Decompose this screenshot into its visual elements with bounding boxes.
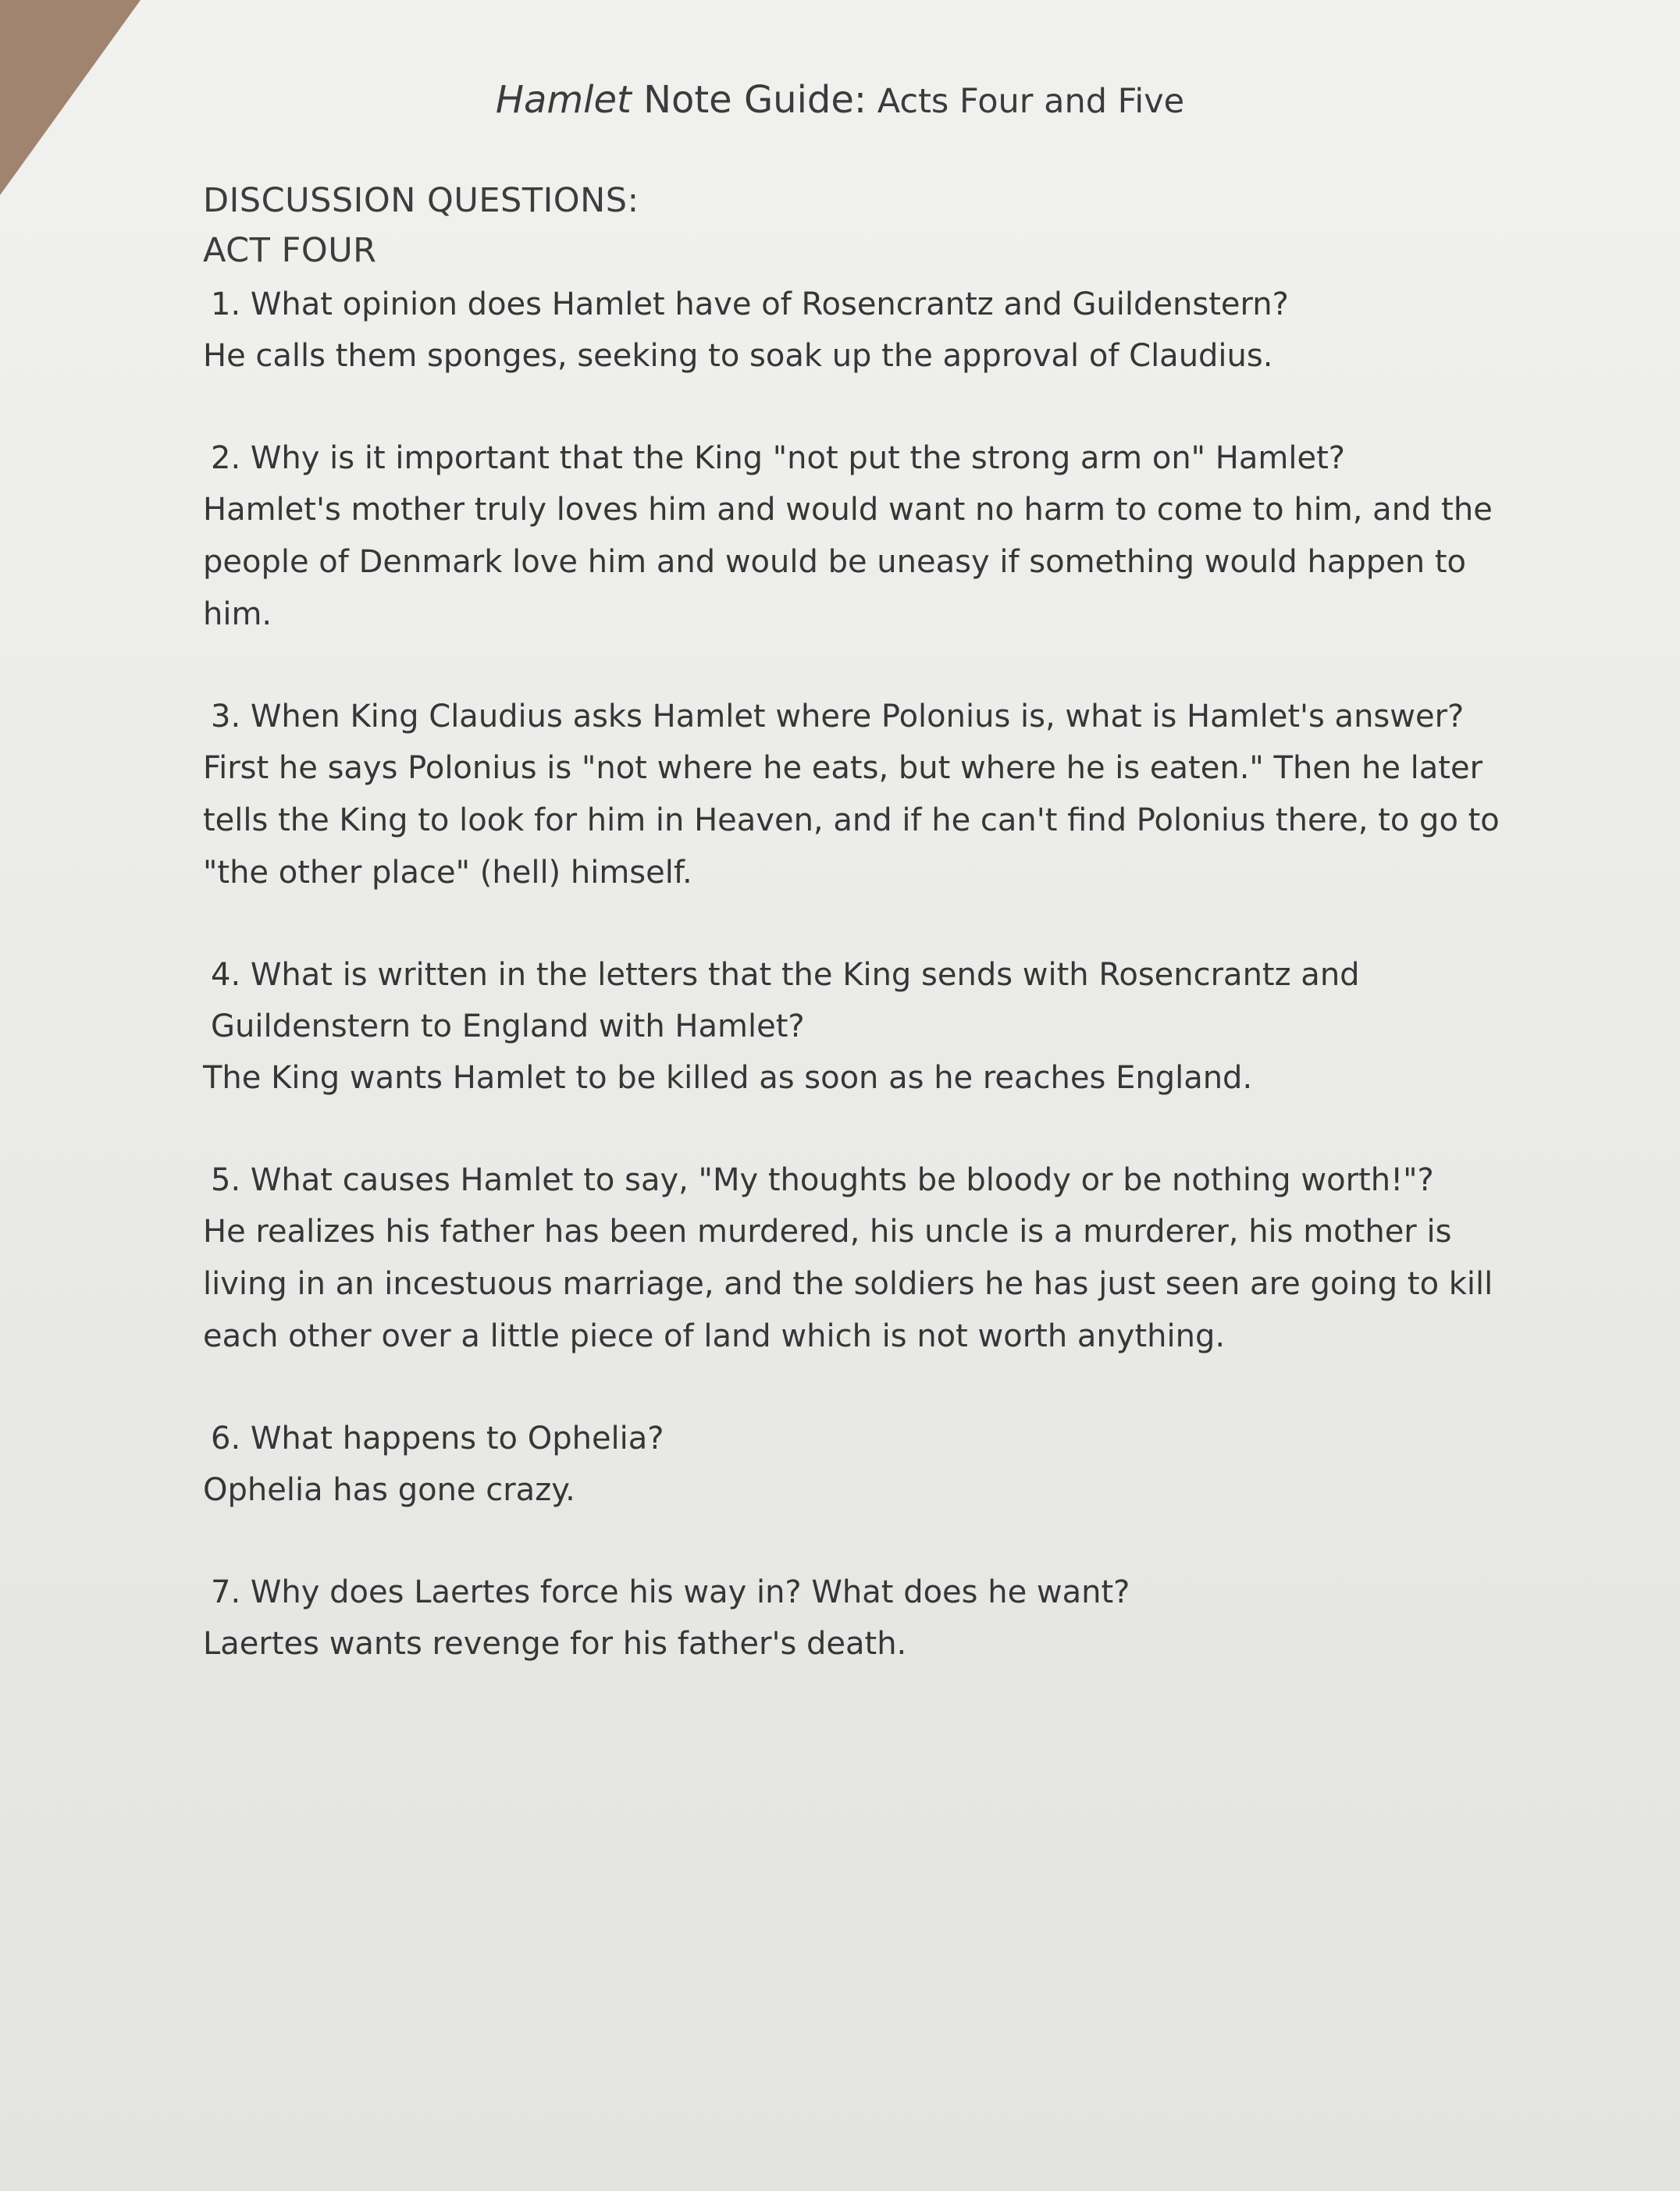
question-text: 4. What is written in the letters that the King sends with Rosencrantz and Guildenstern to England with Hamlet? [211,957,1360,1044]
question-text: 2. Why is it important that the King "not put the strong arm on" Hamlet? [211,440,1345,476]
question-text: 3. When King Claudius asks Hamlet where Polonius is, what is Hamlet's answer? [211,699,1465,734]
qa-item [203,691,1514,899]
section-heading: DISCUSSION QUESTIONS: [203,181,639,220]
qa-item [203,432,1514,641]
question-text: 5. What causes Hamlet to say, "My thoughts be bloody or be nothing worth!"? [211,1162,1434,1198]
page-title [0,78,1680,122]
answer-text: First he says Polonius is "not where he eats, but where he is eaten." Then he later tells the King to look for him in Heaven, and if he can't find Polonius there, to go to "the other place" (hell) himself. [203,750,1500,891]
answer-text: He calls them sponges, seeking to soak up the approval of Claudius. [203,338,1273,374]
qa-item [203,1567,1514,1670]
qa-item [203,1154,1514,1363]
answer-text: Ophelia has gone crazy. [203,1472,575,1508]
question-text: 1. What opinion does Hamlet have of Rosencrantz and Guildenstern? [211,286,1289,322]
title-play-name: Hamlet [495,78,632,122]
answer-text: He realizes his father has been murdered, his uncle is a murderer, his mother is living in an incestuous marriage, and the soldiers he has just seen are going to kill each other over a little piece of land which is not worth anything. [203,1214,1493,1354]
qa-item [203,1413,1514,1517]
answer-text: Hamlet's mother truly loves him and would want no harm to come to him, and the people of Denmark love him and would be uneasy if something would happen to him. [203,492,1493,632]
answer-text: Laertes wants revenge for his father's death. [203,1626,907,1662]
qa-item [203,949,1514,1104]
question-text: 7. Why does Laertes force his way in? What does he want? [211,1574,1130,1610]
title-main: Note Guide: [631,78,867,122]
answer-text: The King wants Hamlet to be killed as soon as he reaches England. [203,1060,1253,1096]
document-body [203,176,1514,1720]
question-text: 6. What happens to Ophelia? [211,1421,664,1457]
qa-item [203,279,1514,382]
act-heading: ACT FOUR [203,231,377,270]
title-subtitle: Acts Four and Five [867,82,1185,121]
